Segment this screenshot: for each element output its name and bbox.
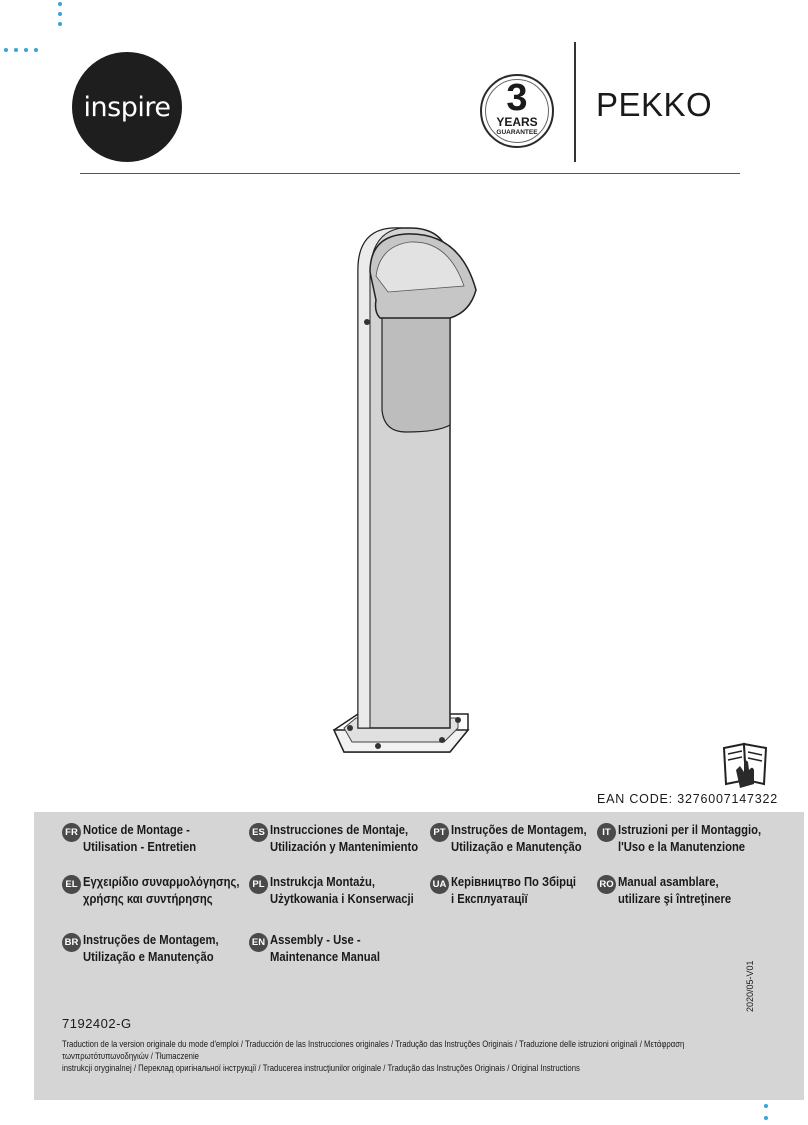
language-entry-ro [597,874,744,908]
language-entry-it [597,822,777,856]
product-name: PEKKO [596,86,713,123]
language-code-badge: FR [62,823,81,842]
ean-value: 3276007147322 [677,792,778,806]
language-title-line2: utilizare şi întreţinere [618,892,732,906]
language-entry-fr [62,822,209,856]
language-entry-pt [430,822,602,856]
language-title-line2: χρήσης και συντήρησης [83,892,213,906]
language-code-badge: PL [249,875,268,894]
language-title-line1: Εγχειρίδιο συναρμολόγησης, [83,875,240,889]
guarantee-years-label: YEARS [496,115,538,129]
language-code-badge: RO [597,875,616,894]
translation-note-line2: instrukcji oryginalnej / Переклад оригінальної інструкції / Traducerea instrucţiunilor originale / Tradução das Instruções Originais / Original Instructions [62,1063,580,1073]
language-title-line1: Instruções de Montagem, [83,933,219,947]
language-title-line1: Notice de Montage - [83,823,190,837]
bollard-lamp-illustration [330,220,480,760]
language-title-line2: Utilização e Manutenção [83,950,214,964]
language-entry-el [62,874,257,908]
language-entry-pl [249,874,430,908]
language-title-line1: Керівництво По Збірці [451,875,577,889]
language-code-badge: PT [430,823,449,842]
language-title-line2: Maintenance Manual [270,950,381,964]
header-divider [574,42,576,162]
language-code-badge: ES [249,823,268,842]
guarantee-years-number: 3 [506,77,528,119]
language-code-badge: UA [430,875,449,894]
reference-number: 7192402-G [62,1016,132,1031]
language-title-line2: Utilización y Mantenimiento [270,840,419,854]
language-title-line2: Utilização e Manutenção [451,840,582,854]
ean-label: EAN CODE: [596,792,673,806]
read-manual-icon [718,740,774,790]
brand-logo [72,52,182,162]
brand-logo-text: inspire [83,91,171,123]
translation-note-line1: Traduction de la version originale du mode d'emploi / Traducción de las Instrucciones originales / Tradução das Instruções Originais / Traduzione delle istruzioni originali / Μετάφραση τωνπρωτότυπωνοδηγιών / Tłumaczenie [62,1039,685,1061]
language-title-line2: Użytkowania i Konserwacji [270,892,414,906]
language-title-line1: Instruções de Montagem, [451,823,587,837]
guarantee-badge [480,74,554,148]
language-entry-en [249,932,392,966]
language-code-badge: EN [249,933,268,952]
language-entry-br [62,932,234,966]
guarantee-label: GUARANTEE [496,129,538,136]
language-title-line2: l'Uso e la Manutenzione [618,840,746,854]
translation-note [62,1038,759,1074]
language-entry-ua [430,874,590,908]
document-version: 2020/05-V01 [745,960,755,1012]
language-title-line1: Instrukcja Montażu, [270,875,376,889]
language-title-line1: Instrucciones de Montaje, [270,823,409,837]
language-title-line2: і Експлуатації [451,892,528,906]
language-title-line1: Manual asamblare, [618,875,719,889]
header-rule [80,173,740,174]
language-title-line1: Assembly - Use - [270,933,361,947]
language-code-badge: EL [62,875,81,894]
language-code-badge: IT [597,823,616,842]
language-code-badge: BR [62,933,81,952]
language-entry-es [249,822,435,856]
language-title-line2: Utilisation - Entretien [83,840,197,854]
language-title-line1: Istruzioni per il Montaggio, [618,823,762,837]
ean-code [597,792,778,806]
